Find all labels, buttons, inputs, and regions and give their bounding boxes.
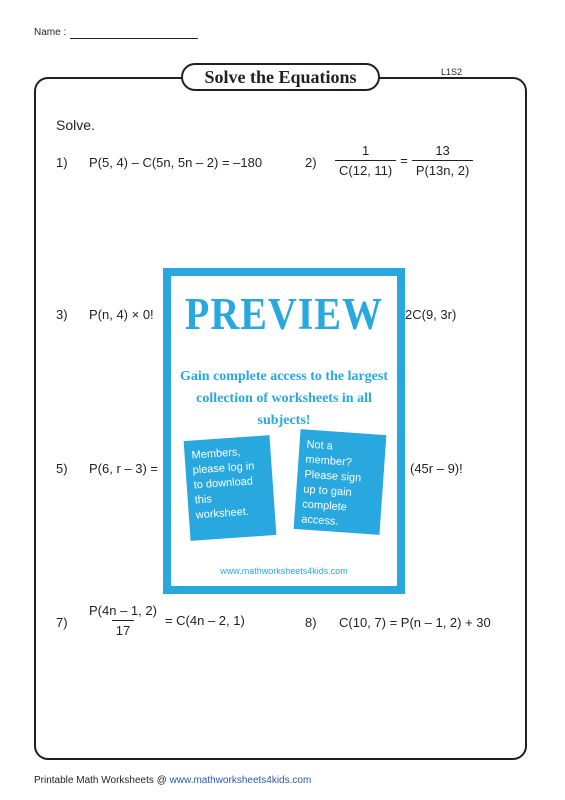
worksheet-code: L1S2 <box>441 67 463 77</box>
problem-5-expression: P(6, r – 3) = <box>89 461 158 476</box>
problem-2-number: 2) <box>305 155 317 170</box>
preview-title: PREVIEW <box>184 287 384 340</box>
preview-tagline-line-1: Gain complete access to the largest <box>180 369 388 384</box>
footer-url-link[interactable]: www.mathworksheets4kids.com <box>169 775 312 786</box>
preview-tagline <box>171 366 397 432</box>
problem-2-rhs-denominator: P(13n, 2) <box>412 160 473 178</box>
problem-2-equals: = <box>400 153 408 168</box>
problem-3-number: 3) <box>56 307 68 322</box>
problem-2-lhs-numerator: 1 <box>362 143 370 158</box>
problem-5-number: 5) <box>56 461 68 476</box>
worksheet-title <box>181 63 380 91</box>
name-field-line[interactable] <box>70 38 198 39</box>
problem-7-number: 7) <box>56 615 68 630</box>
signup-card[interactable]: Not a member? Please sign up to gain complete access. <box>294 429 387 535</box>
problem-3-expression: P(n, 4) × 0! <box>89 307 154 322</box>
problem-4-expression-partial: 2C(9, 3r) <box>405 307 457 322</box>
problem-7-fraction <box>85 603 161 638</box>
problem-2-expression <box>335 143 473 178</box>
problem-8-number: 8) <box>305 615 317 630</box>
members-login-card[interactable]: Members, please log in to download this worksheet. <box>184 435 277 541</box>
problem-7-numerator: P(4n – 1, 2) <box>89 603 157 618</box>
preview-url-link[interactable]: www.mathworksheets4kids.com <box>220 566 348 576</box>
problem-7-rest: = C(4n – 2, 1) <box>164 613 245 628</box>
preview-tagline-line-2: collection of worksheets in all subjects! <box>196 391 372 428</box>
problem-8-expression: C(10, 7) = P(n – 1, 2) + 30 <box>339 615 491 630</box>
problem-1-number: 1) <box>56 155 68 170</box>
problem-1-expression: P(5, 4) – C(5n, 5n – 2) = –180 <box>89 155 263 170</box>
name-label: Name : <box>34 27 67 38</box>
instruction-text: Solve. <box>56 117 95 133</box>
preview-overlay <box>163 268 405 594</box>
problem-2-lhs-denominator: C(12, 11) <box>335 160 396 178</box>
problem-7-denominator: 17 <box>112 620 134 638</box>
problem-6-expression-partial: (45r – 9)! <box>410 461 463 476</box>
footer-prefix: Printable Math Worksheets @ <box>34 775 170 786</box>
problem-7-expression <box>85 603 245 638</box>
problem-2-rhs-numerator: 13 <box>435 143 450 158</box>
problem-2-lhs-fraction <box>335 143 396 178</box>
problem-2-rhs-fraction <box>412 143 473 178</box>
worksheet-title-text: Solve the Equations <box>204 66 357 87</box>
footer <box>34 775 311 786</box>
